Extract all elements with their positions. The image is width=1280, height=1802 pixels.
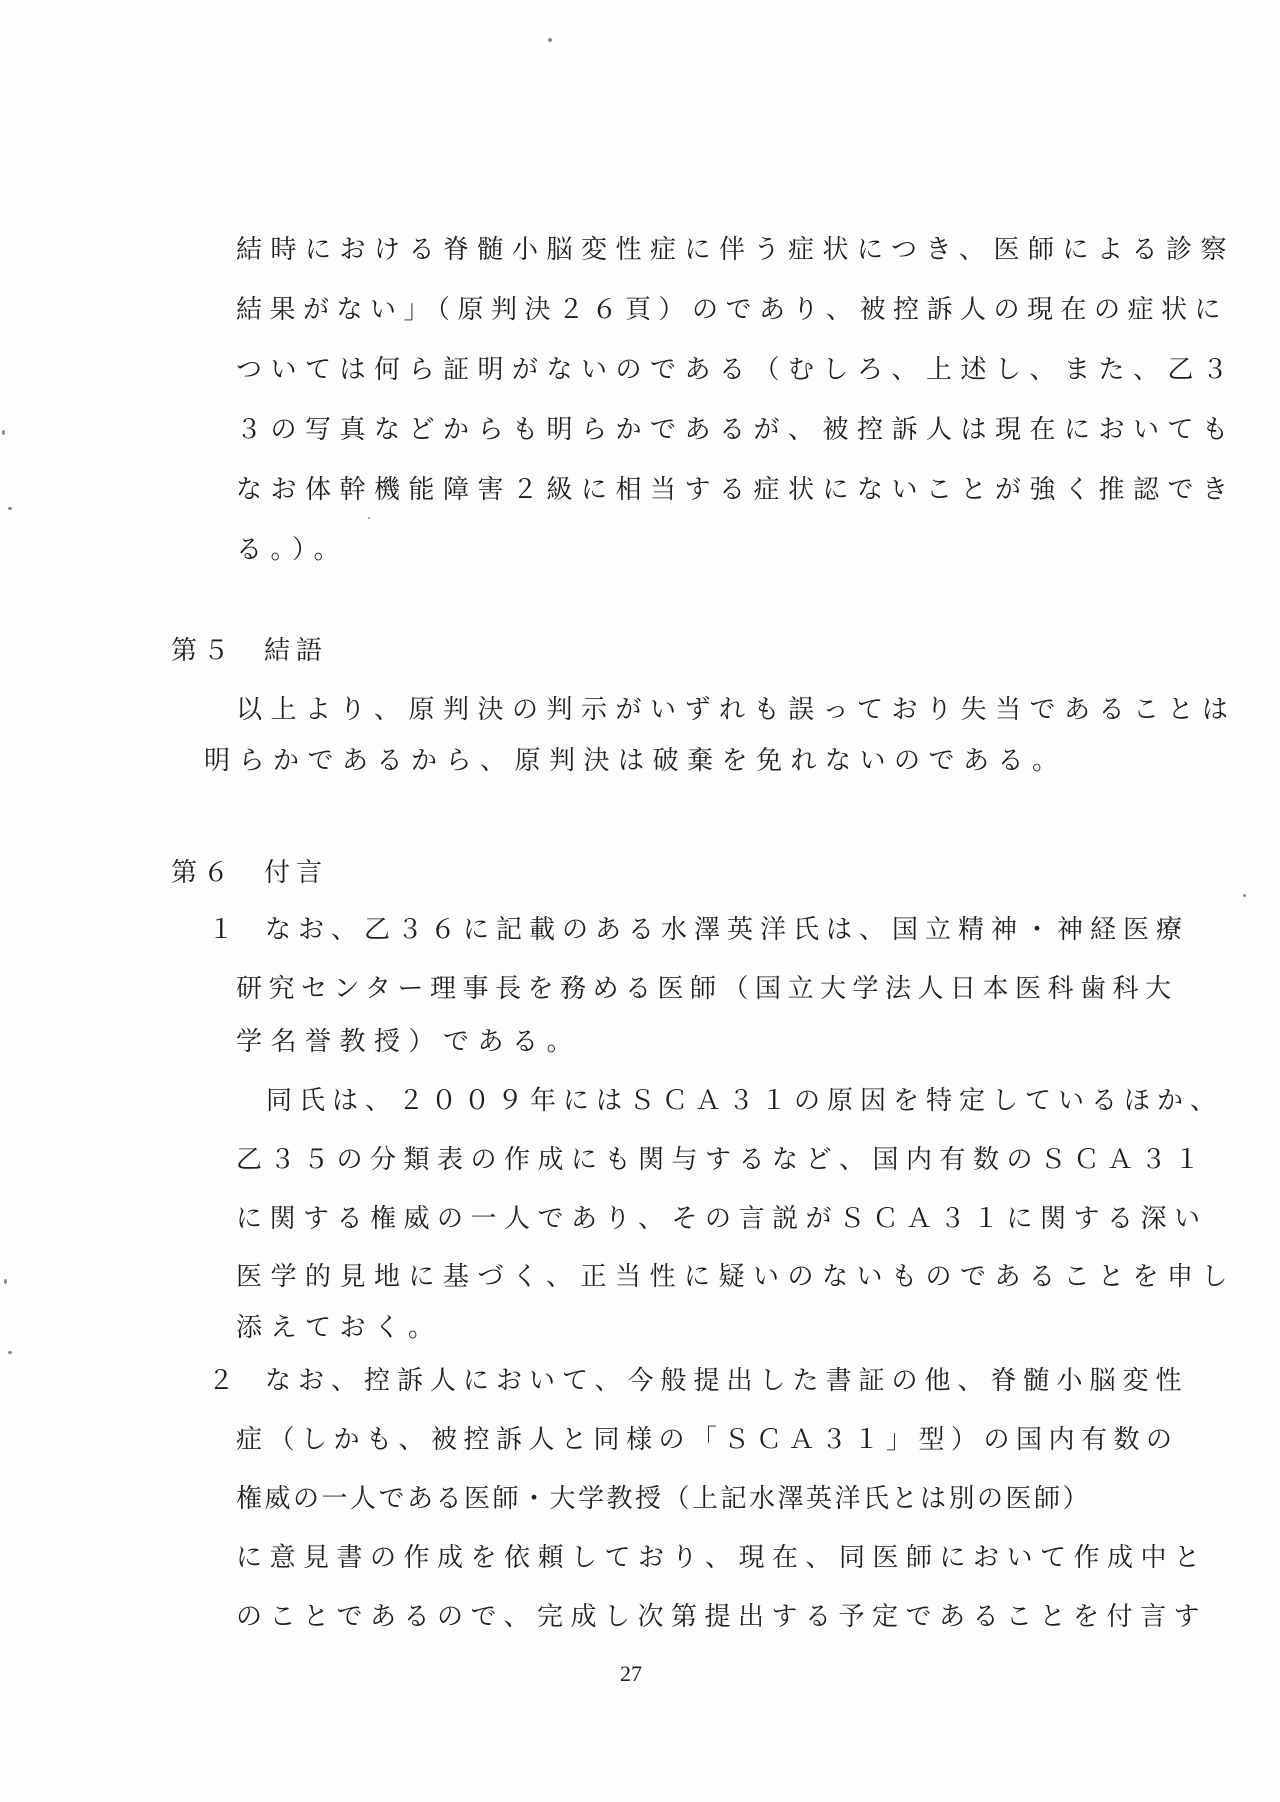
text-line: に関する権威の一人であり、その言説がＳＣＡ３１に関する深い xyxy=(236,1204,1208,1234)
text-line: ついては何ら証明がないのである（むしろ、上述し、また、乙３ xyxy=(236,355,1237,385)
page-number: 27 xyxy=(620,1661,642,1686)
text-line: なお体幹機能障害２級に相当する症状にないことが強く推認でき xyxy=(236,475,1237,505)
scan-speck xyxy=(2,430,5,435)
section-heading xyxy=(171,858,329,888)
text-line: ３の写真などからも明らかであるが、被控訴人は現在においても xyxy=(236,415,1237,445)
text-line: 権威の一人である医師・大学教授（上記水澤英洋氏とは別の医師） xyxy=(236,1484,1092,1514)
text-line: 明らかであるから、原判決は破棄を免れないのである。 xyxy=(204,746,1067,776)
section-number: 第５ xyxy=(171,636,236,666)
text-line: 結果がない」（原判決２６頁）のであり、被控訴人の現在の症状に xyxy=(236,295,1229,325)
item-number: １ xyxy=(208,915,235,945)
section-title: 付言 xyxy=(264,858,329,888)
scan-speck xyxy=(368,517,370,519)
text-line: 同氏は、２００９年にはＳＣＡ３１の原因を特定しているほか、 xyxy=(266,1086,1224,1116)
text-line: 医学的見地に基づく、正当性に疑いのないものであることを申し xyxy=(236,1262,1236,1292)
section-title: 結語 xyxy=(264,636,329,666)
text-line: なお、乙３６に記載のある水澤英洋氏は、国立精神・神経医療 xyxy=(265,915,1190,945)
scan-speck xyxy=(1243,894,1246,897)
text-line: なお、控訴人において、今般提出した書証の他、脊髄小脳変性 xyxy=(265,1366,1189,1396)
scan-speck xyxy=(8,507,12,510)
text-line: 乙３５の分類表の作成にも関与するなど、国内有数のＳＣＡ３１ xyxy=(236,1145,1208,1175)
text-line: 研究センター理事長を務める医師（国立大学法人日本医科歯科大 xyxy=(236,974,1178,1004)
text-line: 学名誉教授）である。 xyxy=(236,1027,582,1057)
text-line: る。）。 xyxy=(236,535,349,565)
scan-speck xyxy=(4,1279,7,1284)
text-line: 以上より、原判決の判示がいずれも誤っており失当であることは xyxy=(236,695,1237,725)
section-heading xyxy=(171,636,329,666)
text-line: のことであるので、完成し次第提出する予定であることを付言す xyxy=(236,1602,1207,1632)
scan-speck xyxy=(8,1351,12,1354)
text-line: 添えておく。 xyxy=(236,1313,443,1343)
text-line: 結時における脊髄小脳変性症に伴う症状につき、医師による診察 xyxy=(236,235,1235,265)
section-number: 第６ xyxy=(171,858,236,888)
item-number: ２ xyxy=(208,1366,235,1396)
text-line: に意見書の作成を依頼しており、現在、同医師において作成中と xyxy=(236,1543,1208,1573)
scan-speck xyxy=(548,38,552,42)
text-line: 症（しかも、被控訴人と同様の「ＳＣＡ３１」型）の国内有数の xyxy=(236,1425,1179,1455)
